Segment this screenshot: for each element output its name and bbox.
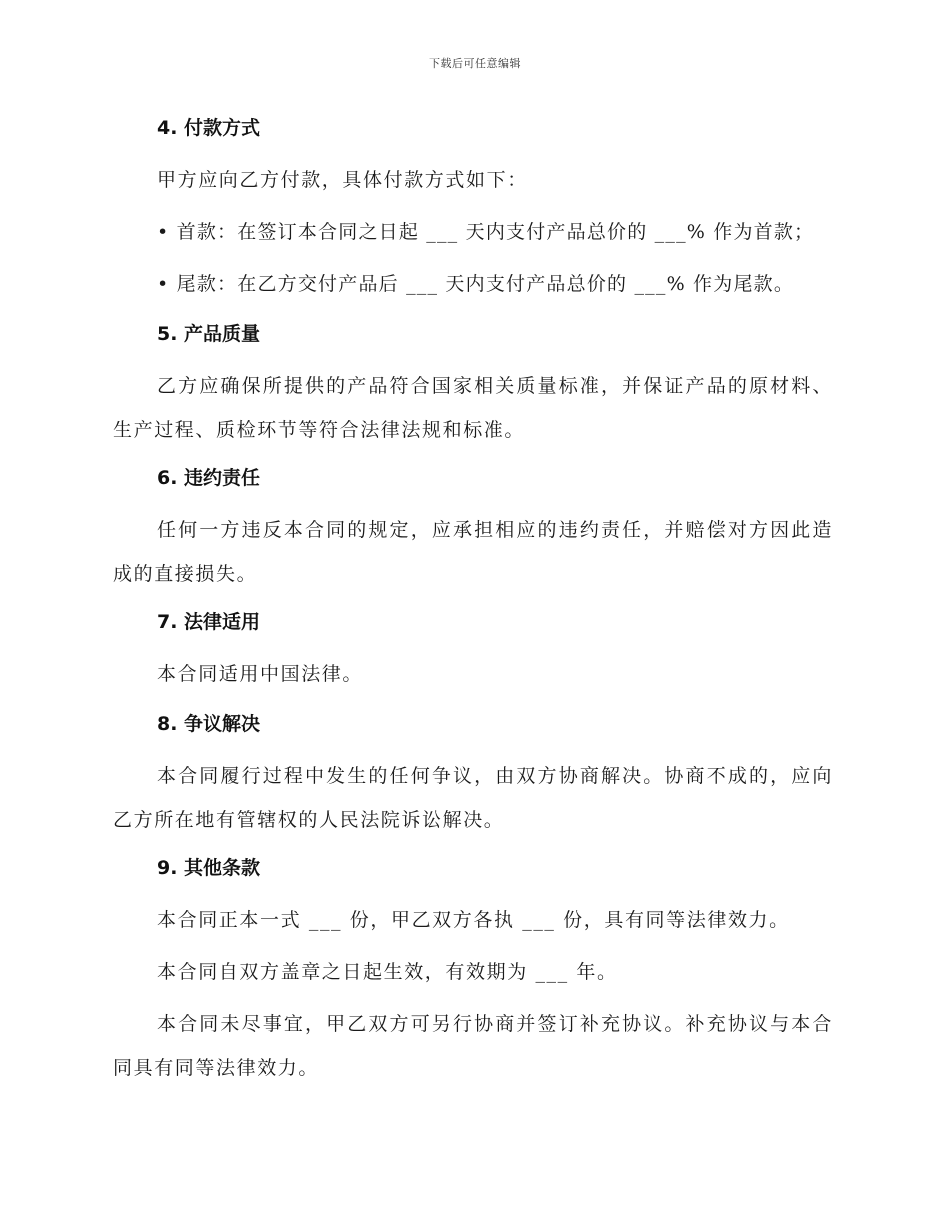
section-paragraph: 本合同适用中国法律。 xyxy=(157,663,364,685)
section-heading: 9. 其他条款 xyxy=(157,857,261,879)
bullet-item-down-payment: • 首款：在签订本合同之日起 ___ 天内支付产品总价的 ___% 作为首款； xyxy=(157,221,815,243)
page-header-note: 下载后可任意编辑 xyxy=(429,57,521,70)
section-heading: 8. 争议解决 xyxy=(157,713,261,735)
section-governing-law xyxy=(113,602,833,696)
bullet-item-final-payment: • 尾款：在乙方交付产品后 ___ 天内支付产品总价的 ___% 作为尾款。 xyxy=(157,273,795,295)
section-paragraph: 甲方应向乙方付款，具体付款方式如下： xyxy=(157,169,528,191)
section-paragraph: 乙方应确保所提供的产品符合国家相关质量标准，并保证产品的原材料、生产过程、质检环节等符合法律法规和标准。 xyxy=(113,375,833,441)
document-body xyxy=(113,108,833,1096)
section-paragraph: 本合同未尽事宜，甲乙双方可另行协商并签订补充协议。补充协议与本合同具有同等法律效力。 xyxy=(113,1013,833,1079)
section-dispute-resolution xyxy=(113,704,833,842)
section-product-quality xyxy=(113,314,833,452)
section-paragraph: 任何一方违反本合同的规定，应承担相应的违约责任，并赔偿对方因此造成的直接损失。 xyxy=(113,519,833,585)
section-paragraph: 本合同履行过程中发生的任何争议，由双方协商解决。协商不成的，应向乙方所在地有管辖权的人民法院诉讼解决。 xyxy=(113,765,833,831)
section-heading: 6. 违约责任 xyxy=(157,467,261,489)
section-payment-method xyxy=(113,108,833,306)
section-heading: 4. 付款方式 xyxy=(157,117,261,139)
section-other-terms xyxy=(113,848,833,1090)
section-heading: 7. 法律适用 xyxy=(157,611,261,633)
section-paragraph: 本合同正本一式 ___ 份，甲乙双方各执 ___ 份，具有同等法律效力。 xyxy=(157,909,790,931)
section-liability xyxy=(113,458,833,596)
section-paragraph: 本合同自双方盖章之日起生效，有效期为 ___ 年。 xyxy=(157,961,618,983)
section-heading: 5. 产品质量 xyxy=(157,323,261,345)
